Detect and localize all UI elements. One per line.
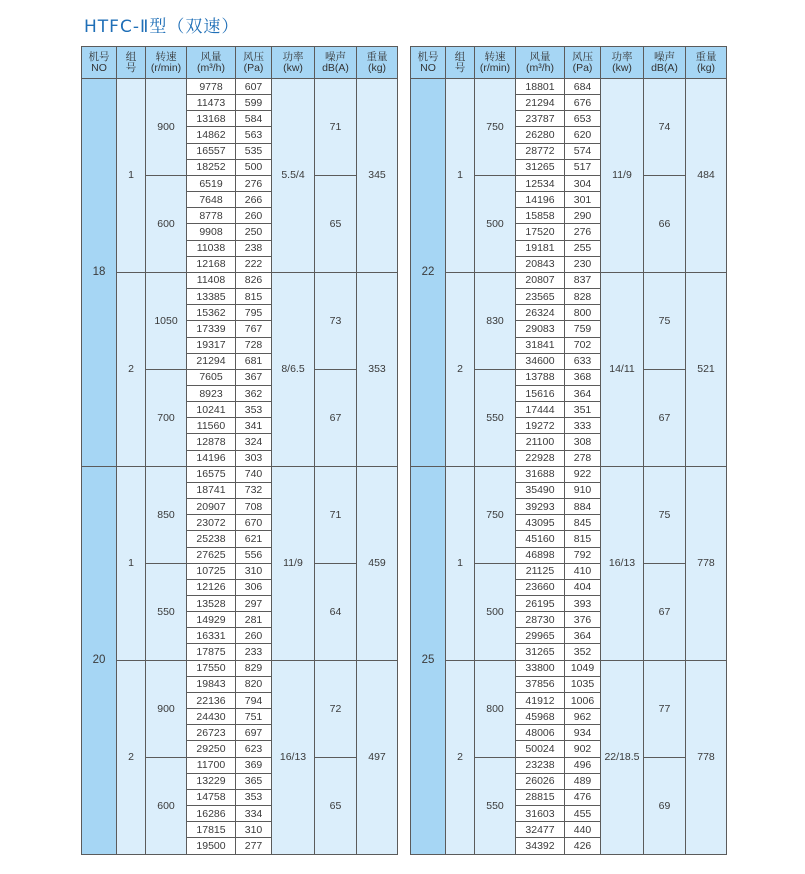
- pressure-cell: 440: [565, 822, 601, 838]
- airflow-cell: 17550: [187, 660, 236, 676]
- power-cell: 22/18.5: [601, 660, 644, 854]
- airflow-cell: 34600: [516, 353, 565, 369]
- pressure-cell: 815: [236, 289, 272, 305]
- power-cell: 14/11: [601, 272, 644, 466]
- airflow-cell: 13528: [187, 596, 236, 612]
- speed-cell: 600: [146, 757, 187, 854]
- airflow-cell: 26195: [516, 596, 565, 612]
- pressure-cell: 393: [565, 596, 601, 612]
- speed-cell: 830: [475, 272, 516, 369]
- airflow-cell: 26026: [516, 773, 565, 789]
- pressure-cell: 297: [236, 596, 272, 612]
- pressure-cell: 276: [236, 175, 272, 191]
- airflow-cell: 25238: [187, 531, 236, 547]
- pressure-cell: 517: [565, 159, 601, 175]
- airflow-cell: 23072: [187, 515, 236, 531]
- airflow-cell: 20807: [516, 272, 565, 288]
- pressure-cell: 792: [565, 547, 601, 563]
- pressure-cell: 910: [565, 482, 601, 498]
- noise-cell: 69: [644, 757, 686, 854]
- airflow-cell: 14758: [187, 789, 236, 805]
- noise-cell: 73: [315, 272, 357, 369]
- pressure-cell: 364: [565, 385, 601, 401]
- header-flow: 风量 (m³/h): [187, 47, 236, 79]
- pressure-cell: 623: [236, 741, 272, 757]
- airflow-cell: 16286: [187, 806, 236, 822]
- airflow-cell: 10241: [187, 402, 236, 418]
- airflow-cell: 14929: [187, 612, 236, 628]
- airflow-cell: 23787: [516, 111, 565, 127]
- airflow-cell: 17339: [187, 321, 236, 337]
- airflow-cell: 8778: [187, 208, 236, 224]
- pressure-cell: 653: [565, 111, 601, 127]
- pressure-cell: 751: [236, 709, 272, 725]
- speed-cell: 750: [475, 466, 516, 563]
- airflow-cell: 6519: [187, 175, 236, 191]
- spec-table-right: [410, 46, 727, 855]
- pressure-cell: 410: [565, 563, 601, 579]
- airflow-cell: 31841: [516, 337, 565, 353]
- pressure-cell: 556: [236, 547, 272, 563]
- pressure-cell: 922: [565, 466, 601, 482]
- pressure-cell: 902: [565, 741, 601, 757]
- airflow-cell: 13788: [516, 369, 565, 385]
- table-row: [411, 79, 727, 95]
- speed-cell: 900: [146, 79, 187, 176]
- airflow-cell: 27625: [187, 547, 236, 563]
- pressure-cell: 795: [236, 305, 272, 321]
- table-header-row: [411, 47, 727, 79]
- airflow-cell: 11700: [187, 757, 236, 773]
- pressure-cell: 277: [236, 838, 272, 854]
- airflow-cell: 9908: [187, 224, 236, 240]
- airflow-cell: 18741: [187, 482, 236, 498]
- header-noise: 噪声 dB(A): [644, 47, 686, 79]
- noise-cell: 74: [644, 79, 686, 176]
- airflow-cell: 31265: [516, 159, 565, 175]
- pressure-cell: 828: [565, 289, 601, 305]
- pressure-cell: 324: [236, 434, 272, 450]
- weight-cell: 484: [686, 79, 727, 273]
- pressure-cell: 759: [565, 321, 601, 337]
- airflow-cell: 19317: [187, 337, 236, 353]
- airflow-cell: 19272: [516, 418, 565, 434]
- pressure-cell: 884: [565, 499, 601, 515]
- noise-cell: 64: [315, 563, 357, 660]
- table-row: [82, 272, 398, 288]
- airflow-cell: 50024: [516, 741, 565, 757]
- pressure-cell: 684: [565, 79, 601, 95]
- pressure-cell: 476: [565, 789, 601, 805]
- pressure-cell: 621: [236, 531, 272, 547]
- power-cell: 16/13: [601, 466, 644, 660]
- power-cell: 11/9: [272, 466, 315, 660]
- pressure-cell: 301: [565, 192, 601, 208]
- pressure-cell: 820: [236, 676, 272, 692]
- table-row: [82, 466, 398, 482]
- airflow-cell: 19500: [187, 838, 236, 854]
- airflow-cell: 31265: [516, 644, 565, 660]
- header-no: 机号 NO: [82, 47, 117, 79]
- airflow-cell: 12878: [187, 434, 236, 450]
- weight-cell: 778: [686, 660, 727, 854]
- table-row: [411, 272, 727, 288]
- pressure-cell: 563: [236, 127, 272, 143]
- header-power: 功率 (kw): [272, 47, 315, 79]
- pressure-cell: 351: [565, 402, 601, 418]
- airflow-cell: 26324: [516, 305, 565, 321]
- pressure-cell: 341: [236, 418, 272, 434]
- pressure-cell: 303: [236, 450, 272, 466]
- pressure-cell: 500: [236, 159, 272, 175]
- weight-cell: 353: [357, 272, 398, 466]
- airflow-cell: 28815: [516, 789, 565, 805]
- pressure-cell: 260: [236, 628, 272, 644]
- spec-table-left: [81, 46, 398, 855]
- speed-cell: 550: [146, 563, 187, 660]
- airflow-cell: 12534: [516, 175, 565, 191]
- airflow-cell: 22136: [187, 692, 236, 708]
- noise-cell: 75: [644, 466, 686, 563]
- pressure-cell: 584: [236, 111, 272, 127]
- airflow-cell: 35490: [516, 482, 565, 498]
- airflow-cell: 14196: [516, 192, 565, 208]
- pressure-cell: 233: [236, 644, 272, 660]
- header-speed: 转速 (r/min): [475, 47, 516, 79]
- speed-cell: 900: [146, 660, 187, 757]
- power-cell: 16/13: [272, 660, 315, 854]
- header-power: 功率 (kw): [601, 47, 644, 79]
- pressure-cell: 290: [565, 208, 601, 224]
- pressure-cell: 362: [236, 385, 272, 401]
- airflow-cell: 29250: [187, 741, 236, 757]
- weight-cell: 345: [357, 79, 398, 273]
- pressure-cell: 304: [565, 175, 601, 191]
- airflow-cell: 41912: [516, 692, 565, 708]
- table-row: [411, 466, 727, 482]
- pressure-cell: 670: [236, 515, 272, 531]
- airflow-cell: 23660: [516, 579, 565, 595]
- pressure-cell: 306: [236, 579, 272, 595]
- header-flow: 风量 (m³/h): [516, 47, 565, 79]
- pressure-cell: 767: [236, 321, 272, 337]
- airflow-cell: 17444: [516, 402, 565, 418]
- header-group: 组 号: [117, 47, 146, 79]
- pressure-cell: 455: [565, 806, 601, 822]
- speed-cell: 500: [475, 563, 516, 660]
- header-pressure: 风压 (Pa): [236, 47, 272, 79]
- airflow-cell: 26723: [187, 725, 236, 741]
- pressure-cell: 353: [236, 789, 272, 805]
- airflow-cell: 29083: [516, 321, 565, 337]
- pressure-cell: 702: [565, 337, 601, 353]
- pressure-cell: 367: [236, 369, 272, 385]
- pressure-cell: 230: [565, 256, 601, 272]
- pressure-cell: 489: [565, 773, 601, 789]
- airflow-cell: 17520: [516, 224, 565, 240]
- power-cell: 11/9: [601, 79, 644, 273]
- machine-no-cell: 18: [82, 79, 117, 467]
- pressure-cell: 1049: [565, 660, 601, 676]
- page-title: HTFC-Ⅱ型（双速）: [84, 17, 240, 37]
- airflow-cell: 7605: [187, 369, 236, 385]
- pressure-cell: 276: [565, 224, 601, 240]
- airflow-cell: 18801: [516, 79, 565, 95]
- pressure-cell: 238: [236, 240, 272, 256]
- airflow-cell: 37856: [516, 676, 565, 692]
- speed-cell: 700: [146, 369, 187, 466]
- group-cell: 2: [446, 272, 475, 466]
- pressure-cell: 837: [565, 272, 601, 288]
- weight-cell: 778: [686, 466, 727, 660]
- header-weight: 重量 (kg): [357, 47, 398, 79]
- airflow-cell: 31688: [516, 466, 565, 482]
- airflow-cell: 48006: [516, 725, 565, 741]
- machine-no-cell: 22: [411, 79, 446, 467]
- airflow-cell: 45968: [516, 709, 565, 725]
- pressure-cell: 365: [236, 773, 272, 789]
- noise-cell: 71: [315, 466, 357, 563]
- airflow-cell: 28730: [516, 612, 565, 628]
- speed-cell: 600: [146, 175, 187, 272]
- group-cell: 1: [117, 466, 146, 660]
- airflow-cell: 21125: [516, 563, 565, 579]
- airflow-cell: 14196: [187, 450, 236, 466]
- pressure-cell: 369: [236, 757, 272, 773]
- machine-no-cell: 20: [82, 466, 117, 854]
- airflow-cell: 8923: [187, 385, 236, 401]
- pressure-cell: 352: [565, 644, 601, 660]
- pressure-cell: 740: [236, 466, 272, 482]
- airflow-cell: 9778: [187, 79, 236, 95]
- airflow-cell: 12168: [187, 256, 236, 272]
- airflow-cell: 15616: [516, 385, 565, 401]
- airflow-cell: 13385: [187, 289, 236, 305]
- group-cell: 1: [117, 79, 146, 273]
- speed-cell: 750: [475, 79, 516, 176]
- header-weight: 重量 (kg): [686, 47, 727, 79]
- noise-cell: 75: [644, 272, 686, 369]
- group-cell: 1: [446, 79, 475, 273]
- airflow-cell: 17815: [187, 822, 236, 838]
- pressure-cell: 934: [565, 725, 601, 741]
- pressure-cell: 255: [565, 240, 601, 256]
- noise-cell: 67: [644, 369, 686, 466]
- airflow-cell: 10725: [187, 563, 236, 579]
- airflow-cell: 16575: [187, 466, 236, 482]
- airflow-cell: 26280: [516, 127, 565, 143]
- noise-cell: 71: [315, 79, 357, 176]
- table-row: [411, 660, 727, 676]
- header-pressure: 风压 (Pa): [565, 47, 601, 79]
- pressure-cell: 310: [236, 563, 272, 579]
- pressure-cell: 496: [565, 757, 601, 773]
- pressure-cell: 266: [236, 192, 272, 208]
- airflow-cell: 12126: [187, 579, 236, 595]
- pressure-cell: 708: [236, 499, 272, 515]
- group-cell: 2: [117, 660, 146, 854]
- airflow-cell: 39293: [516, 499, 565, 515]
- group-cell: 1: [446, 466, 475, 660]
- pressure-cell: 250: [236, 224, 272, 240]
- airflow-cell: 13229: [187, 773, 236, 789]
- pressure-cell: 826: [236, 272, 272, 288]
- pressure-cell: 368: [565, 369, 601, 385]
- airflow-cell: 23565: [516, 289, 565, 305]
- pressure-cell: 815: [565, 531, 601, 547]
- airflow-cell: 7648: [187, 192, 236, 208]
- airflow-cell: 15858: [516, 208, 565, 224]
- pressure-cell: 353: [236, 402, 272, 418]
- pressure-cell: 829: [236, 660, 272, 676]
- airflow-cell: 21294: [516, 95, 565, 111]
- noise-cell: 66: [644, 175, 686, 272]
- group-cell: 2: [446, 660, 475, 854]
- pressure-cell: 800: [565, 305, 601, 321]
- airflow-cell: 15362: [187, 305, 236, 321]
- header-speed: 转速 (r/min): [146, 47, 187, 79]
- speed-cell: 550: [475, 369, 516, 466]
- airflow-cell: 11408: [187, 272, 236, 288]
- airflow-cell: 16557: [187, 143, 236, 159]
- header-group: 组 号: [446, 47, 475, 79]
- pressure-cell: 222: [236, 256, 272, 272]
- pressure-cell: 334: [236, 806, 272, 822]
- table-header-row: [82, 47, 398, 79]
- noise-cell: 65: [315, 175, 357, 272]
- noise-cell: 67: [315, 369, 357, 466]
- pressure-cell: 599: [236, 95, 272, 111]
- power-cell: 5.5/4: [272, 79, 315, 273]
- header-noise: 噪声 dB(A): [315, 47, 357, 79]
- weight-cell: 459: [357, 466, 398, 660]
- airflow-cell: 17875: [187, 644, 236, 660]
- machine-no-cell: 25: [411, 466, 446, 854]
- pressure-cell: 728: [236, 337, 272, 353]
- airflow-cell: 19843: [187, 676, 236, 692]
- pressure-cell: 794: [236, 692, 272, 708]
- pressure-cell: 1006: [565, 692, 601, 708]
- pressure-cell: 535: [236, 143, 272, 159]
- airflow-cell: 23238: [516, 757, 565, 773]
- weight-cell: 521: [686, 272, 727, 466]
- airflow-cell: 11560: [187, 418, 236, 434]
- speed-cell: 500: [475, 175, 516, 272]
- airflow-cell: 18252: [187, 159, 236, 175]
- pressure-cell: 697: [236, 725, 272, 741]
- airflow-cell: 13168: [187, 111, 236, 127]
- speed-cell: 550: [475, 757, 516, 854]
- airflow-cell: 43095: [516, 515, 565, 531]
- header-no: 机号 NO: [411, 47, 446, 79]
- pressure-cell: 333: [565, 418, 601, 434]
- pressure-cell: 845: [565, 515, 601, 531]
- airflow-cell: 32477: [516, 822, 565, 838]
- pressure-cell: 308: [565, 434, 601, 450]
- airflow-cell: 45160: [516, 531, 565, 547]
- pressure-cell: 607: [236, 79, 272, 95]
- pressure-cell: 278: [565, 450, 601, 466]
- noise-cell: 72: [315, 660, 357, 757]
- group-cell: 2: [117, 272, 146, 466]
- pressure-cell: 426: [565, 838, 601, 854]
- airflow-cell: 46898: [516, 547, 565, 563]
- pressure-cell: 732: [236, 482, 272, 498]
- noise-cell: 77: [644, 660, 686, 757]
- pressure-cell: 404: [565, 579, 601, 595]
- airflow-cell: 11473: [187, 95, 236, 111]
- airflow-cell: 20907: [187, 499, 236, 515]
- weight-cell: 497: [357, 660, 398, 854]
- airflow-cell: 33800: [516, 660, 565, 676]
- airflow-cell: 24430: [187, 709, 236, 725]
- airflow-cell: 31603: [516, 806, 565, 822]
- noise-cell: 65: [315, 757, 357, 854]
- pressure-cell: 676: [565, 95, 601, 111]
- power-cell: 8/6.5: [272, 272, 315, 466]
- pressure-cell: 1035: [565, 676, 601, 692]
- pressure-cell: 310: [236, 822, 272, 838]
- airflow-cell: 21100: [516, 434, 565, 450]
- pressure-cell: 364: [565, 628, 601, 644]
- noise-cell: 67: [644, 563, 686, 660]
- airflow-cell: 29965: [516, 628, 565, 644]
- airflow-cell: 11038: [187, 240, 236, 256]
- pressure-cell: 681: [236, 353, 272, 369]
- airflow-cell: 20843: [516, 256, 565, 272]
- table-row: [82, 660, 398, 676]
- pressure-cell: 574: [565, 143, 601, 159]
- speed-cell: 1050: [146, 272, 187, 369]
- airflow-cell: 22928: [516, 450, 565, 466]
- airflow-cell: 28772: [516, 143, 565, 159]
- table-row: [82, 79, 398, 95]
- pressure-cell: 260: [236, 208, 272, 224]
- pressure-cell: 376: [565, 612, 601, 628]
- airflow-cell: 34392: [516, 838, 565, 854]
- airflow-cell: 21294: [187, 353, 236, 369]
- airflow-cell: 19181: [516, 240, 565, 256]
- pressure-cell: 962: [565, 709, 601, 725]
- airflow-cell: 16331: [187, 628, 236, 644]
- speed-cell: 850: [146, 466, 187, 563]
- pressure-cell: 620: [565, 127, 601, 143]
- speed-cell: 800: [475, 660, 516, 757]
- airflow-cell: 14862: [187, 127, 236, 143]
- pressure-cell: 281: [236, 612, 272, 628]
- pressure-cell: 633: [565, 353, 601, 369]
